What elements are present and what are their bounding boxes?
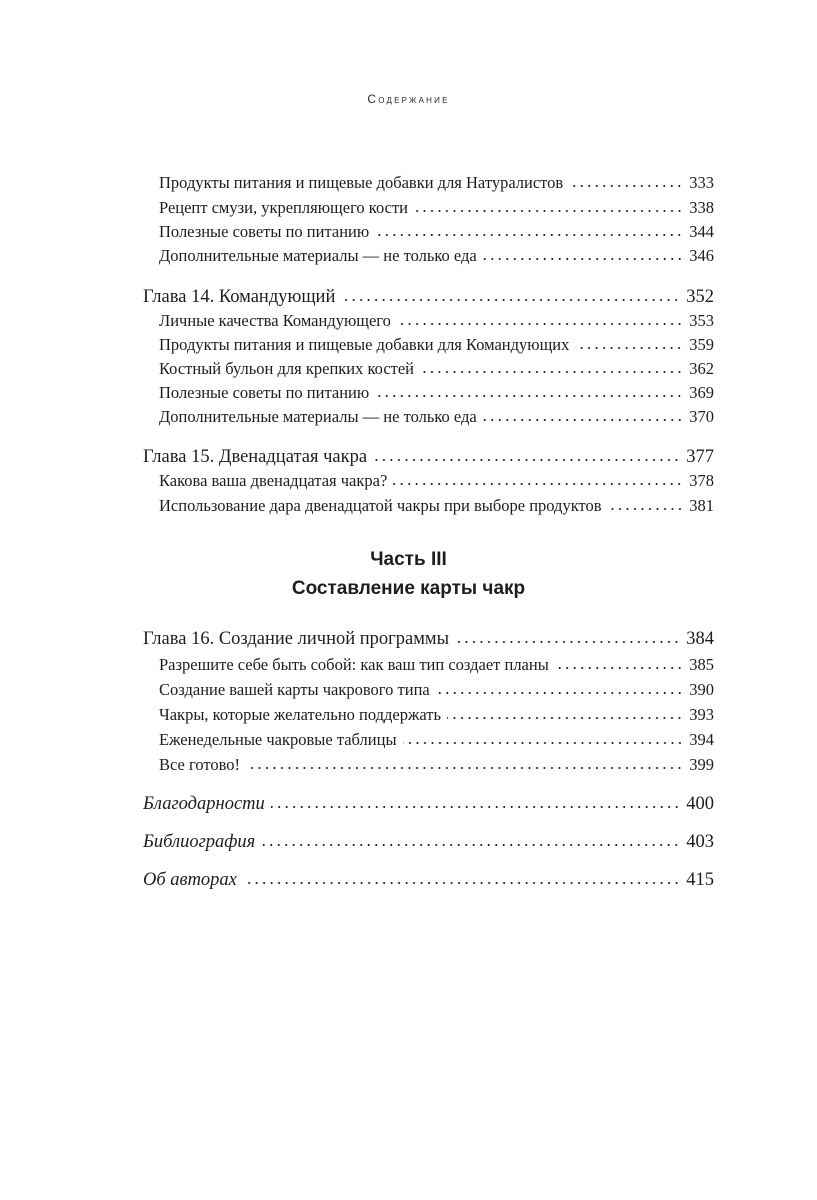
toc-entry-page: 393 xyxy=(689,704,714,724)
toc-entry[interactable] xyxy=(159,357,714,379)
part-title: Составление карты чакр xyxy=(291,578,526,599)
toc-entry[interactable] xyxy=(159,309,714,331)
chapter-title: Глава 16. Создание личной программы xyxy=(143,628,450,649)
toc-entry[interactable] xyxy=(159,653,714,675)
toc-entry-page: 362 xyxy=(689,358,714,378)
toc-entry[interactable] xyxy=(159,220,714,242)
chapter-page: 384 xyxy=(686,628,714,649)
toc-entry-page: 344 xyxy=(689,221,714,241)
toc-entry-title: Продукты питания и пищевые добавки для Командующих xyxy=(159,334,570,354)
dot-leader xyxy=(575,333,683,350)
toc-entry-title: Костный бульон для крепких костей xyxy=(159,358,415,378)
dot-leader xyxy=(555,653,683,670)
dot-leader xyxy=(341,283,680,302)
dot-leader xyxy=(455,625,680,644)
toc-entry-page: 338 xyxy=(689,197,714,217)
dot-leader xyxy=(447,703,683,720)
toc-entry-title: Какова ваша двенадцатая чакра? xyxy=(159,470,388,490)
dot-leader xyxy=(414,196,683,213)
toc-entry-title: Продукты питания и пищевые добавки для Натуралистов xyxy=(159,172,564,192)
dot-leader xyxy=(261,828,680,847)
backmatter-page: 415 xyxy=(686,869,714,890)
toc-entry-page: 353 xyxy=(689,310,714,330)
dot-leader xyxy=(271,790,680,809)
toc-entry-page: 390 xyxy=(689,679,714,699)
running-header: Содержание xyxy=(367,92,450,106)
dot-leader xyxy=(569,171,683,188)
dot-leader xyxy=(375,220,683,237)
toc-backmatter-acknowledgements[interactable] xyxy=(143,790,714,815)
toc-entry[interactable] xyxy=(159,405,714,427)
toc-entry[interactable] xyxy=(159,678,714,700)
dot-leader xyxy=(375,381,683,398)
toc-entry-page: 369 xyxy=(689,382,714,402)
toc-entry-page: 385 xyxy=(689,654,714,674)
toc-entry-title: Дополнительные материалы — не только еда xyxy=(159,245,477,265)
dot-leader xyxy=(246,753,683,770)
toc-entry-page: 359 xyxy=(689,334,714,354)
dot-leader xyxy=(403,728,684,745)
toc-entry-title: Рецепт смузи, укрепляющего кости xyxy=(159,197,408,217)
toc-entry-title: Личные качества Командующего xyxy=(159,310,391,330)
toc-entry-title: Еженедельные чакровые таблицы xyxy=(159,729,397,749)
toc-entry-page: 378 xyxy=(689,470,714,490)
toc-entry-page: 399 xyxy=(689,754,714,774)
toc-entry-title: Использование дара двенадцатой чакры при выборе продуктов xyxy=(159,495,602,515)
dot-leader xyxy=(483,405,684,422)
toc-entry-page: 394 xyxy=(689,729,714,749)
chapter-title: Глава 15. Двенадцатая чакра xyxy=(143,446,368,467)
toc-entry[interactable] xyxy=(159,381,714,403)
toc-entry[interactable] xyxy=(159,703,714,725)
toc-entry-title: Дополнительные материалы — не только еда xyxy=(159,406,477,426)
chapter-title: Глава 14. Командующий xyxy=(143,286,336,307)
toc-entry[interactable] xyxy=(159,469,714,491)
toc-entry-title: Все готово! xyxy=(159,754,241,774)
toc-entry-title: Разрешите себе быть собой: как ваш тип создает планы xyxy=(159,654,549,674)
backmatter-page: 403 xyxy=(686,831,714,852)
toc-entry-title: Полезные советы по питанию xyxy=(159,382,370,402)
part-label: Часть III xyxy=(370,549,447,570)
toc-entry[interactable] xyxy=(159,494,714,516)
chapter-page: 377 xyxy=(686,446,714,467)
dot-leader xyxy=(373,443,680,462)
chapter-page: 352 xyxy=(686,286,714,307)
dot-leader xyxy=(436,678,684,695)
toc-backmatter-authors[interactable] xyxy=(143,866,714,891)
toc-entry-page: 333 xyxy=(689,172,714,192)
toc-entry[interactable] xyxy=(159,333,714,355)
toc-entry[interactable] xyxy=(159,728,714,750)
toc-backmatter-bibliography[interactable] xyxy=(143,828,714,853)
dot-leader xyxy=(420,357,683,374)
backmatter-title: Благодарности xyxy=(143,793,265,814)
toc-entry-page: 346 xyxy=(689,245,714,265)
dot-leader xyxy=(483,244,684,261)
toc-entry[interactable] xyxy=(159,753,714,775)
toc-entry-title: Создание вашей карты чакрового типа xyxy=(159,679,430,699)
toc-chapter-14[interactable] xyxy=(143,283,714,308)
backmatter-title: Об авторах xyxy=(143,869,237,890)
toc-chapter-16[interactable] xyxy=(143,625,714,650)
toc-entry[interactable] xyxy=(159,171,714,193)
dot-leader xyxy=(243,866,680,885)
toc-entry-page: 381 xyxy=(689,495,714,515)
backmatter-page: 400 xyxy=(686,793,714,814)
toc-entry-title: Полезные советы по питанию xyxy=(159,221,370,241)
dot-leader xyxy=(397,309,683,326)
toc-entry[interactable] xyxy=(159,196,714,218)
toc-chapter-15[interactable] xyxy=(143,443,714,468)
toc-entry[interactable] xyxy=(159,244,714,266)
dot-leader xyxy=(608,494,684,511)
toc-entry-title: Чакры, которые желательно поддержать xyxy=(159,704,442,724)
dot-leader xyxy=(393,469,683,486)
toc-entry-page: 370 xyxy=(689,406,714,426)
backmatter-title: Библиография xyxy=(143,831,256,852)
